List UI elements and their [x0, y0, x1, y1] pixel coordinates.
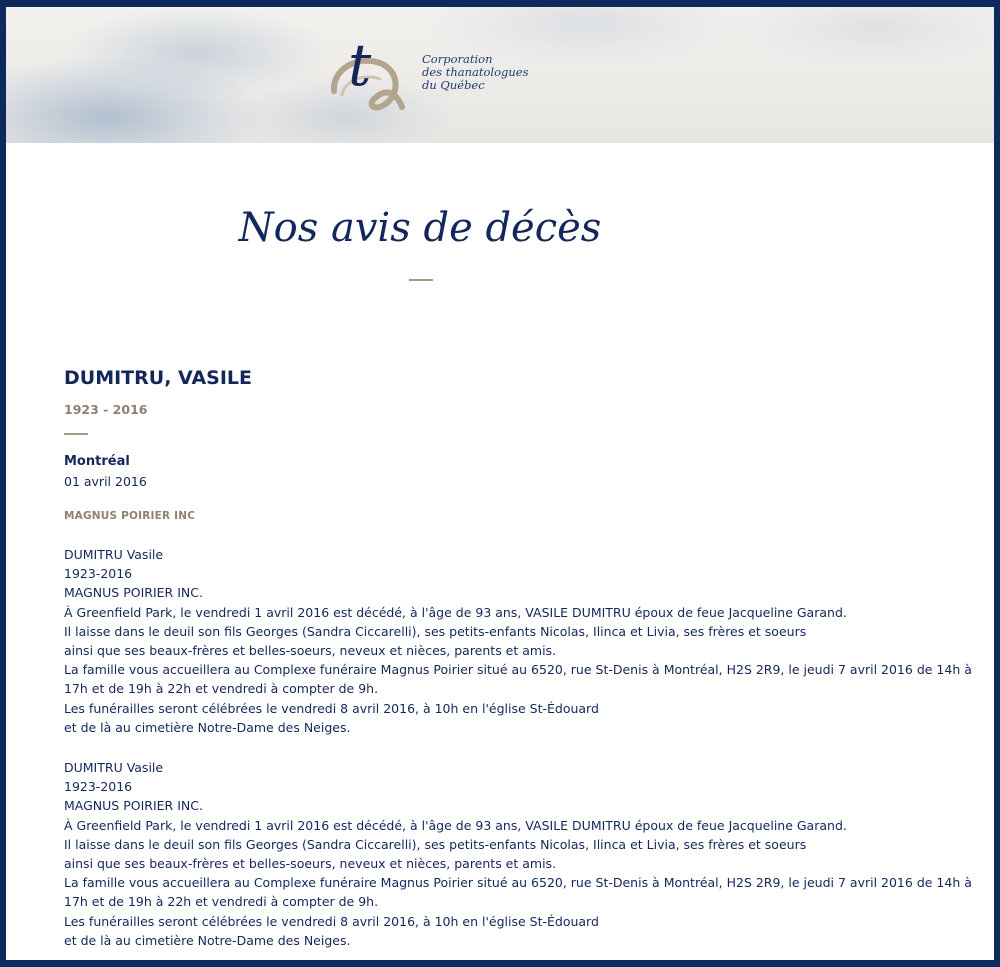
- logo-wordmark: [422, 53, 529, 92]
- notice-line: MAGNUS POIRIER INC.: [64, 798, 203, 814]
- obituary-city: Montréal: [64, 454, 130, 469]
- page-frame: [6, 7, 994, 960]
- logo-mark-icon: [328, 29, 418, 117]
- site-header: [6, 7, 994, 143]
- notice-line: Il laisse dans le deuil son fils Georges (Sandra Ciccarelli), ses petits-enfants Nicolas, Ilinca et Livia, ses frères et soeurs: [64, 836, 807, 852]
- obituary-date: 01 avril 2016: [64, 474, 147, 489]
- notice-line: Les funérailles seront célébrées le vendredi 8 avril 2016, à 10h en l'église St-Édouard: [64, 700, 599, 716]
- notice-line: ainsi que ses beaux-frères et belles-soeurs, neveux et nièces, parents et amis.: [64, 856, 557, 872]
- title-divider: [409, 279, 433, 281]
- funeral-home-name: MAGNUS POIRIER INC: [64, 510, 196, 522]
- logo-text-line: des thanatologues: [422, 65, 529, 79]
- life-years: 1923 - 2016: [64, 402, 148, 417]
- notice-line: MAGNUS POIRIER INC.: [64, 585, 203, 601]
- notice-line: 1923-2016: [64, 779, 133, 795]
- site-logo[interactable]: [328, 29, 528, 117]
- header-cloud-background: [726, 7, 994, 67]
- notice-line: Il laisse dans le deuil son fils Georges (Sandra Ciccarelli), ses petits-enfants Nicolas, Ilinca et Livia, ses frères et soeurs: [64, 623, 807, 639]
- obituary-notice: [64, 758, 972, 950]
- notice-line: Les funérailles seront célébrées le vendredi 8 avril 2016, à 10h en l'église St-Édouard: [64, 913, 599, 929]
- logo-text-line: du Québec: [422, 78, 485, 92]
- notice-line: La famille vous accueillera au Complexe funéraire Magnus Poirier situé au 6520, rue St-Denis à Montréal, H2S 2R9, le jeudi 7 avril 2016 de 14h à: [64, 662, 972, 678]
- notice-line: À Greenfield Park, le vendredi 1 avril 2016 est décédé, à l'âge de 93 ans, VASILE DUMITRU époux de feue Jacqueline Garand.: [64, 604, 847, 620]
- notice-line: DUMITRU Vasile: [64, 760, 164, 775]
- deceased-name: DUMITRU, VASILE: [64, 367, 252, 389]
- logo-mark-letter: t: [348, 31, 372, 99]
- notice-line: 1923-2016: [64, 566, 133, 582]
- obituary-notice: [64, 545, 972, 737]
- notice-line: DUMITRU Vasile: [64, 547, 164, 562]
- name-divider: [64, 433, 88, 435]
- notice-line: 17h et de 19h à 22h et vendredi à compter de 9h.: [64, 894, 379, 910]
- logo-text-line: Corporation: [422, 52, 493, 66]
- notice-line: et de là au cimetière Notre-Dame des Neiges.: [64, 719, 351, 735]
- notice-line: À Greenfield Park, le vendredi 1 avril 2016 est décédé, à l'âge de 93 ans, VASILE DUMITRU époux de feue Jacqueline Garand.: [64, 817, 847, 833]
- notice-line: ainsi que ses beaux-frères et belles-soeurs, neveux et nièces, parents et amis.: [64, 643, 557, 659]
- page-title: Nos avis de décès: [238, 205, 602, 251]
- notice-line: 17h et de 19h à 22h et vendredi à compter de 9h.: [64, 681, 379, 697]
- notice-line: La famille vous accueillera au Complexe funéraire Magnus Poirier situé au 6520, rue St-Denis à Montréal, H2S 2R9, le jeudi 7 avril 2016 de 14h à: [64, 875, 972, 891]
- notice-line: et de là au cimetière Notre-Dame des Neiges.: [64, 932, 351, 948]
